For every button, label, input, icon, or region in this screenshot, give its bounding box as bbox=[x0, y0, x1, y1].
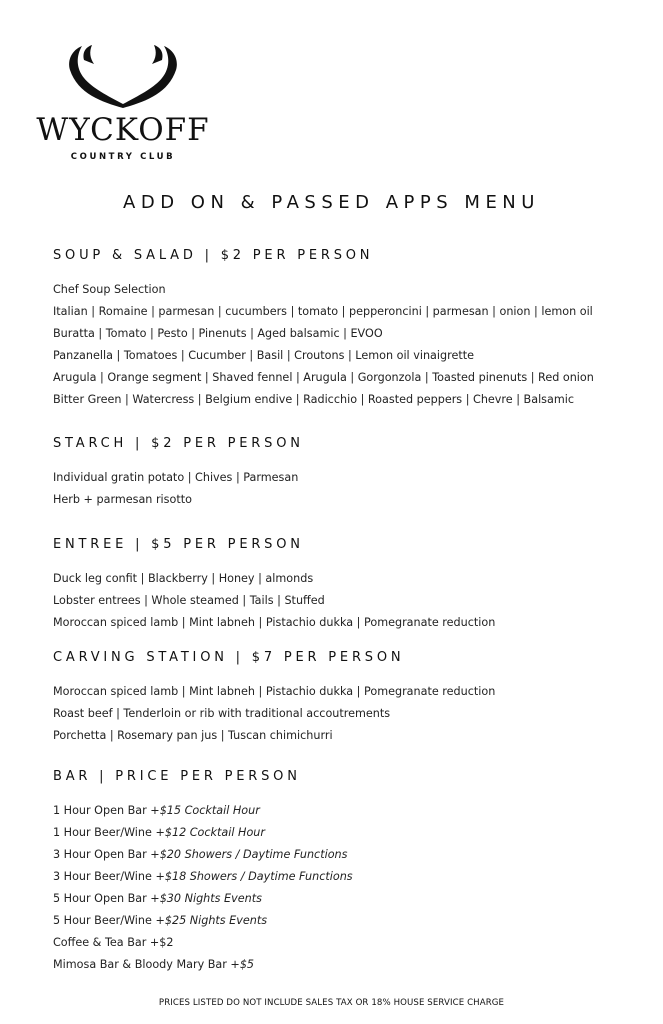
bar-item-name: 3 Hour Beer/Wine + bbox=[53, 870, 165, 883]
menu-item: Buratta | Tomato | Pesto | Pinenuts | Aged balsamic | EVOO bbox=[53, 327, 383, 340]
bar-item bbox=[53, 800, 643, 822]
section-starch bbox=[53, 435, 643, 511]
bar-item-note: $5 bbox=[239, 958, 255, 971]
bar-item-note: $12 Cocktail Hour bbox=[164, 826, 265, 839]
menu-item: Bitter Green | Watercress | Belgium endive | Radicchio | Roasted peppers | Chevre | Balsamic bbox=[53, 393, 575, 406]
menu-item: Chef Soup Selection bbox=[53, 283, 166, 296]
section-bar bbox=[53, 768, 643, 976]
club-logo bbox=[28, 44, 218, 164]
menu-item: Panzanella | Tomatoes | Cucumber | Basil | Croutons | Lemon oil vinaigrette bbox=[53, 349, 474, 362]
bar-item bbox=[53, 888, 643, 910]
bar-item bbox=[53, 866, 643, 888]
section-heading: CARVING STATION | $7 PER PERSON bbox=[53, 650, 405, 665]
antlers-icon bbox=[62, 44, 184, 110]
bar-item-note: $25 Nights Events bbox=[164, 914, 268, 927]
section-heading: STARCH | $2 PER PERSON bbox=[53, 436, 304, 451]
section-carving-station bbox=[53, 649, 643, 747]
bar-item-name: 1 Hour Open Bar + bbox=[53, 804, 160, 817]
bar-item-note: $30 Nights Events bbox=[159, 892, 262, 905]
menu-item: Individual gratin potato | Chives | Parmesan bbox=[53, 471, 299, 484]
bar-item bbox=[53, 932, 643, 954]
menu-item: Moroccan spiced lamb | Mint labneh | Pistachio dukka | Pomegranate reduction bbox=[53, 616, 496, 629]
bar-item-name: 1 Hour Beer/Wine + bbox=[53, 826, 165, 839]
section-heading: ENTREE | $5 PER PERSON bbox=[53, 537, 304, 552]
menu-item: Duck leg confit | Blackberry | Honey | almonds bbox=[53, 572, 314, 585]
brand-subtitle: COUNTRY CLUB bbox=[70, 152, 176, 162]
bar-item-name: 3 Hour Open Bar + bbox=[53, 848, 160, 861]
menu-item: Moroccan spiced lamb | Mint labneh | Pistachio dukka | Pomegranate reduction bbox=[53, 685, 496, 698]
bar-item bbox=[53, 954, 643, 976]
section-heading: SOUP & SALAD | $2 PER PERSON bbox=[53, 248, 374, 263]
section-heading: BAR | PRICE PER PERSON bbox=[53, 769, 301, 784]
menu-item: Roast beef | Tenderloin or rib with traditional accoutrements bbox=[53, 707, 391, 720]
bar-item-name: 5 Hour Open Bar + bbox=[53, 892, 160, 905]
section-entree bbox=[53, 536, 643, 634]
menu-title: ADD ON & PASSED APPS MENU bbox=[123, 192, 540, 213]
menu-item: Arugula | Orange segment | Shaved fennel | Arugula | Gorgonzola | Toasted pinenuts | Red onion bbox=[53, 371, 594, 384]
bar-item bbox=[53, 910, 643, 932]
bar-item-note: $15 Cocktail Hour bbox=[159, 804, 260, 817]
menu-item: Lobster entrees | Whole steamed | Tails | Stuffed bbox=[53, 594, 325, 607]
menu-item: Italian | Romaine | parmesan | cucumbers | tomato | pepperoncini | parmesan | onion | lemon oil bbox=[53, 305, 593, 318]
menu-item: Porchetta | Rosemary pan jus | Tuscan chimichurri bbox=[53, 729, 333, 742]
menu-item: Herb + parmesan risotto bbox=[53, 493, 192, 506]
section-soup-salad bbox=[53, 247, 643, 411]
bar-item bbox=[53, 844, 643, 866]
bar-item bbox=[53, 822, 643, 844]
bar-item-name: Coffee & Tea Bar +$2 bbox=[53, 936, 174, 949]
pricing-disclaimer: PRICES LISTED DO NOT INCLUDE SALES TAX OR 18% HOUSE SERVICE CHARGE bbox=[158, 998, 505, 1008]
bar-item-note: $18 Showers / Daytime Functions bbox=[164, 870, 353, 883]
bar-item-note: $20 Showers / Daytime Functions bbox=[159, 848, 348, 861]
bar-item-name: 5 Hour Beer/Wine + bbox=[53, 914, 165, 927]
bar-item-name: Mimosa Bar & Bloody Mary Bar + bbox=[53, 958, 240, 971]
brand-name: WYCKOFF bbox=[36, 112, 210, 148]
